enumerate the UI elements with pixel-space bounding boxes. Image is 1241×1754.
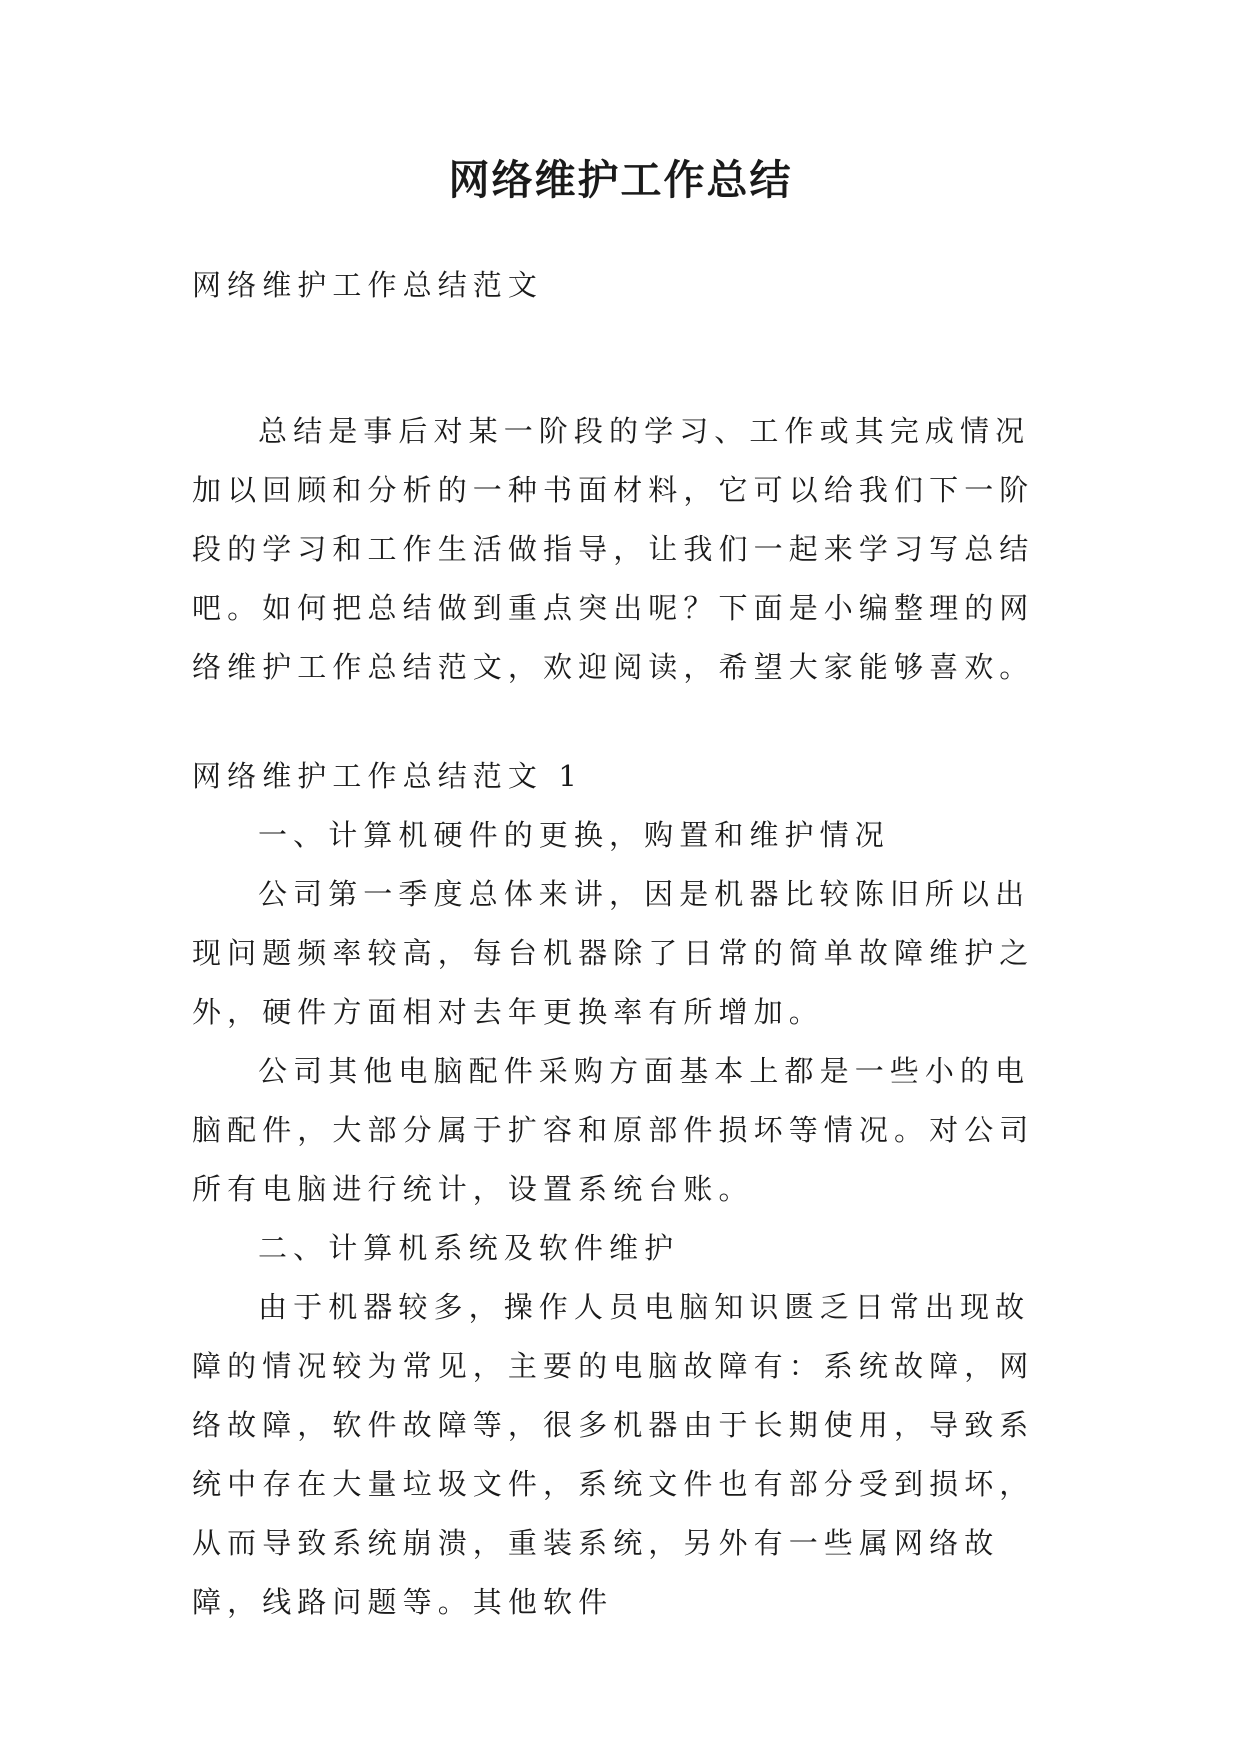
section-title: 网络维护工作总结范文 1 (192, 759, 583, 793)
paragraph-system-faults: 由于机器较多，操作人员电脑知识匮乏日常出现故障的情况较为常见，主要的电脑故障有：系统故障，网络故障，软件故障等，很多机器由于长期使用，导致系统中存在大量垃圾文件，系统文件也有部分受到损坏，从而导致系统崩溃，重装系统，另外有一些属网络故障，线路问题等。其他软件 (192, 1290, 1035, 1619)
paragraph-parts-purchase: 公司其他电脑配件采购方面基本上都是一些小的电脑配件，大部分属于扩容和原部件损坏等情况。对公司所有电脑进行统计，设置系统台账。 (192, 1054, 1035, 1206)
section-heading-software: 二、计算机系统及软件维护 (258, 1231, 680, 1265)
section-heading-hardware: 一、计算机硬件的更换，购置和维护情况 (258, 818, 890, 852)
document-title: 网络维护工作总结 (448, 156, 793, 204)
document-subtitle: 网络维护工作总结范文 (192, 268, 544, 302)
intro-paragraph: 总结是事后对某一阶段的学习、工作或其完成情况加以回顾和分析的一种书面材料，它可以给我们下一阶段的学习和工作生活做指导，让我们一起来学习写总结吧。如何把总结做到重点突出呢？下面是小编整理的网络维护工作总结范文，欢迎阅读，希望大家能够喜欢。 (192, 414, 1035, 684)
paragraph-hardware-replacement: 公司第一季度总体来讲，因是机器比较陈旧所以出现问题频率较高，每台机器除了日常的简单故障维护之外，硬件方面相对去年更换率有所增加。 (192, 877, 1035, 1029)
